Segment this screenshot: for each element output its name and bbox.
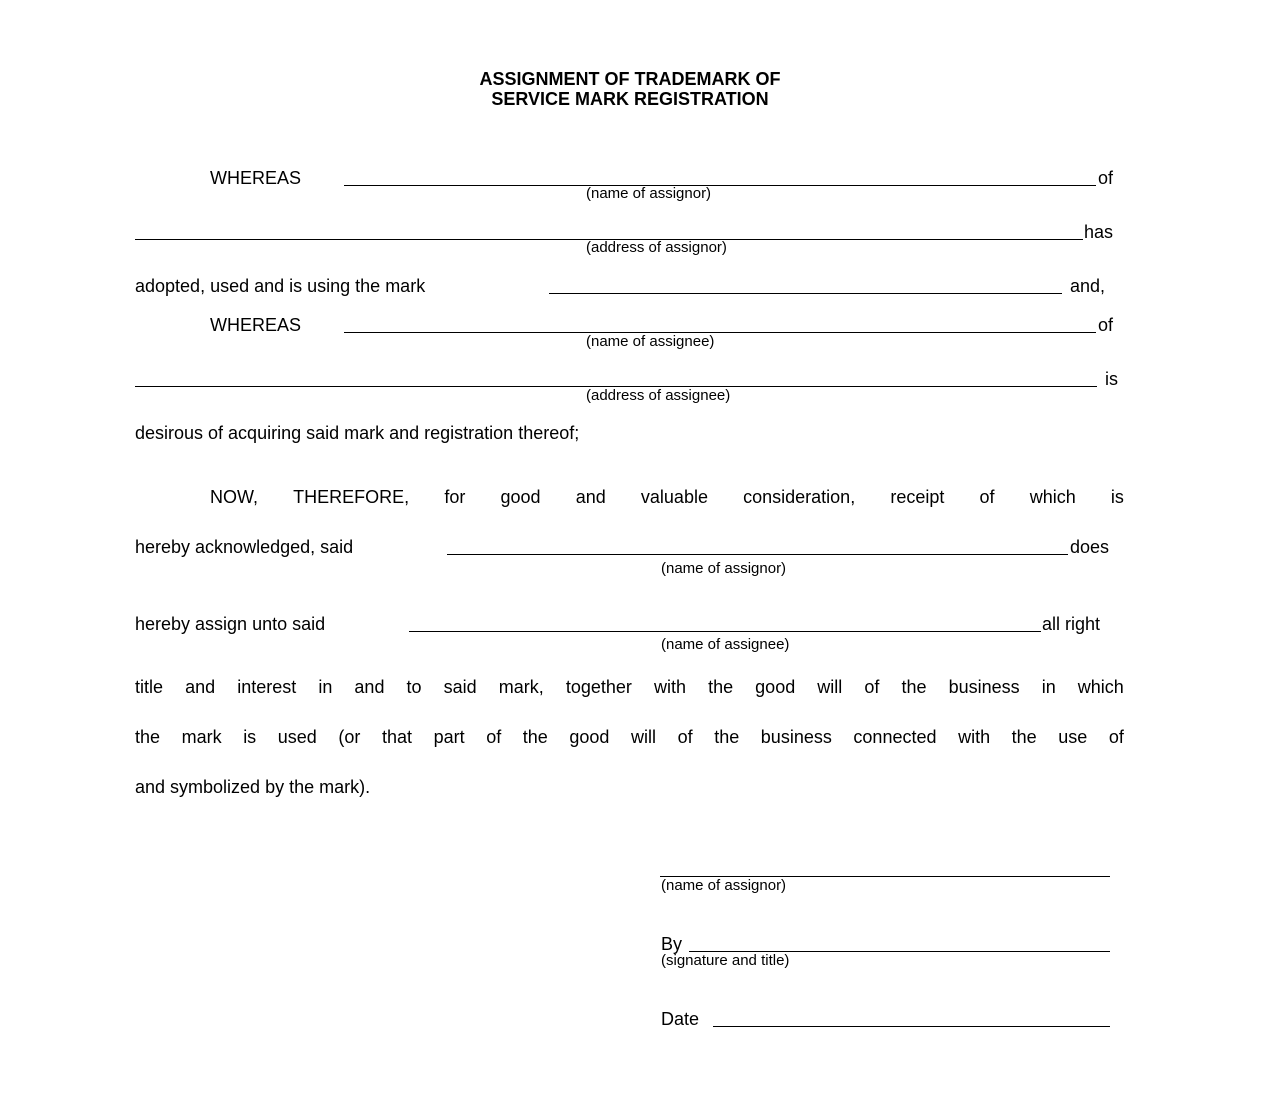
word: the <box>135 727 161 747</box>
word: and <box>575 487 606 507</box>
does-label: does <box>1070 537 1110 557</box>
word: THEREFORE, <box>293 487 410 507</box>
word: which <box>1077 677 1124 697</box>
word: interest <box>237 677 297 697</box>
word: consideration, <box>743 487 856 507</box>
hereby-acknowledged-text: hereby acknowledged, said <box>135 537 354 557</box>
word: of <box>864 677 880 697</box>
word: which <box>1029 487 1076 507</box>
assignee-name-caption: (name of assignee) <box>661 636 790 653</box>
word: of <box>486 727 502 747</box>
word: of <box>1108 727 1124 747</box>
word: to <box>406 677 422 697</box>
word: NOW, <box>210 487 258 507</box>
word: is <box>243 727 257 747</box>
word: in <box>318 677 333 697</box>
by-label: By <box>661 934 683 954</box>
document-title-line-1: ASSIGNMENT OF TRADEMARK OF <box>479 69 781 89</box>
all-right-label: all right <box>1042 614 1101 634</box>
word: will <box>817 677 843 697</box>
word: business <box>760 727 832 747</box>
word: the <box>901 677 927 697</box>
word: with <box>653 677 686 697</box>
and-label: and, <box>1070 276 1106 296</box>
mark-field[interactable] <box>549 293 1062 294</box>
word: connected <box>853 727 937 747</box>
title-interest-line <box>135 677 1124 697</box>
word: title <box>135 677 164 697</box>
of-label: of <box>1098 315 1114 335</box>
symbolized-text: and symbolized by the mark). <box>135 777 371 797</box>
word: good <box>500 487 541 507</box>
assignee-name-field[interactable] <box>344 332 1096 333</box>
adopted-text: adopted, used and is using the mark <box>135 276 426 296</box>
word: business <box>948 677 1020 697</box>
assignor-name-caption: (name of assignor) <box>661 560 787 577</box>
word: and <box>185 677 216 697</box>
word: good <box>755 677 796 697</box>
word: said <box>443 677 477 697</box>
word: for <box>444 487 466 507</box>
word: use <box>1058 727 1088 747</box>
hereby-assign-text: hereby assign unto said <box>135 614 326 634</box>
word: together <box>565 677 632 697</box>
date-label: Date <box>661 1009 700 1029</box>
desirous-text: desirous of acquiring said mark and registration thereof; <box>135 423 580 443</box>
word: the <box>522 727 548 747</box>
word: receipt <box>890 487 945 507</box>
word: mark <box>181 727 222 747</box>
mark-used-line <box>135 727 1124 747</box>
word: valuable <box>640 487 708 507</box>
assignor-name-field[interactable] <box>447 554 1068 555</box>
word: part <box>433 727 465 747</box>
assignor-name-field[interactable] <box>344 185 1096 186</box>
word: good <box>569 727 610 747</box>
word: the <box>708 677 734 697</box>
word: in <box>1041 677 1056 697</box>
is-label: is <box>1105 369 1118 389</box>
of-label: of <box>1098 168 1114 188</box>
assignor-name-caption: (name of assignor) <box>586 185 712 202</box>
word: of <box>677 727 693 747</box>
assignee-address-caption: (address of assignee) <box>586 387 731 404</box>
word: will <box>631 727 657 747</box>
word: the <box>714 727 740 747</box>
assignee-name-caption: (name of assignee) <box>586 333 715 350</box>
word: is <box>1110 487 1124 507</box>
whereas-label: WHEREAS <box>210 315 302 335</box>
word: used <box>277 727 317 747</box>
word: the <box>1011 727 1037 747</box>
word: that <box>381 727 412 747</box>
now-therefore-line <box>210 487 1124 507</box>
word: of <box>979 487 995 507</box>
word: with <box>958 727 991 747</box>
word: mark, <box>498 677 544 697</box>
document-title-line-2: SERVICE MARK REGISTRATION <box>491 89 769 109</box>
date-field[interactable] <box>713 1026 1110 1027</box>
word: and <box>354 677 385 697</box>
has-label: has <box>1084 222 1114 242</box>
assignee-name-field[interactable] <box>409 631 1041 632</box>
signature-caption: (signature and title) <box>661 952 790 969</box>
assignor-address-caption: (address of assignor) <box>586 239 727 256</box>
whereas-label: WHEREAS <box>210 168 302 188</box>
word: (or <box>338 727 361 747</box>
assignor-name-caption: (name of assignor) <box>661 877 787 894</box>
